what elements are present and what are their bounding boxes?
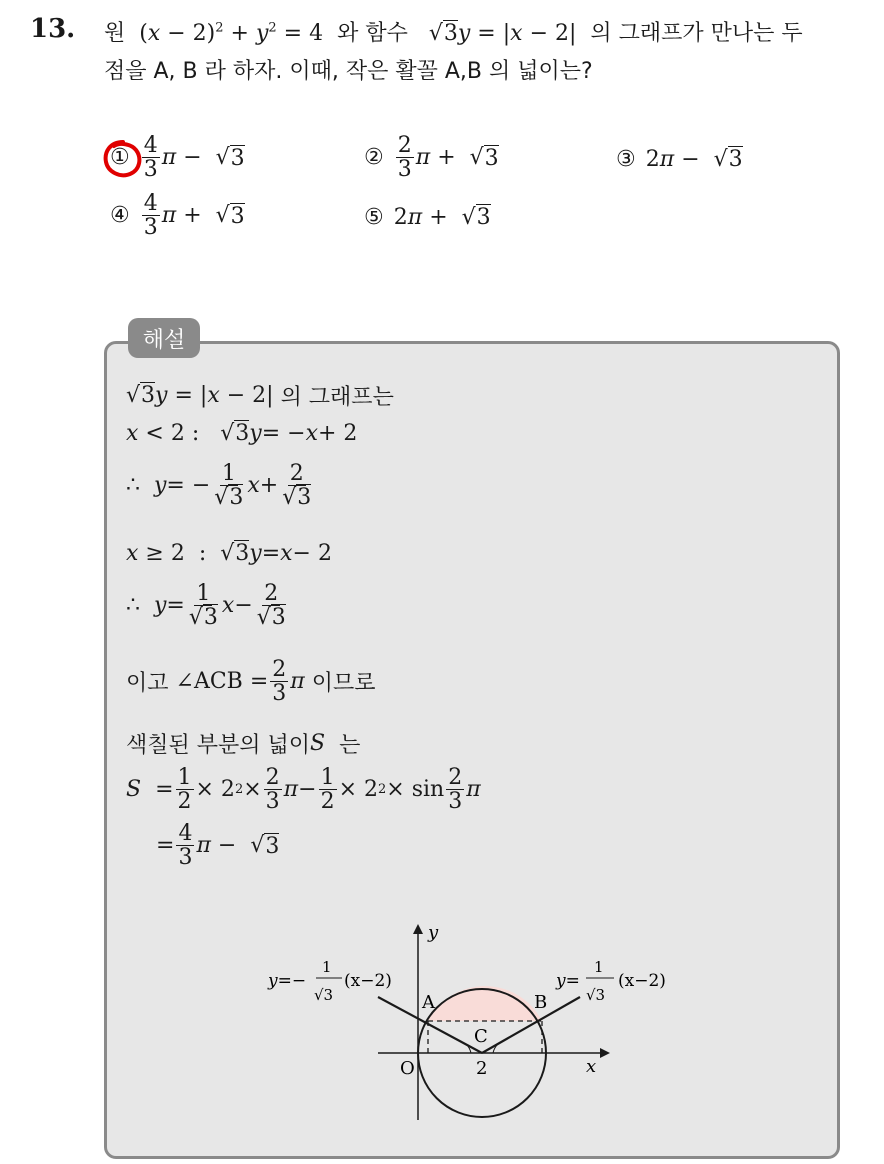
question-text-a: 원 (104, 21, 126, 46)
origin-label: O (400, 1058, 415, 1079)
choice-1[interactable]: ① $\frac{4}{3}$ π − √ 3 (110, 133, 245, 183)
solution-line-7: 색칠된 부분의 넓이 S 는 (126, 731, 361, 758)
tick-2-label: 2 (476, 1058, 488, 1079)
point-a-label: A (422, 992, 435, 1013)
svg-text:√3: √3 (314, 986, 334, 1004)
choice-number: ⑤ (364, 204, 384, 230)
choice-number: ④ (110, 203, 130, 229)
x-axis-label: x (586, 1056, 597, 1077)
question-text-c: 의 그래프가 만나는 두 (590, 21, 803, 46)
solution-line-8: S = $\frac{1}{2}$ × 2 2 × $\frac{2}{3}$ π − $\frac{1}{2}$ × 2 2 × sin $\frac{2}{3}$ π (126, 765, 481, 815)
solution-tag: 해설 (128, 318, 200, 358)
solution-line-6: 이고 ∠ACB = $\frac{2}{3}$ π 이므로 (126, 657, 376, 707)
choice-number: ③ (616, 146, 636, 172)
choice-5[interactable]: ⑤ 2 π + √ 3 (364, 204, 491, 230)
choice-4[interactable]: ④ $\frac{4}{3}$ π + √ 3 (110, 191, 245, 241)
question-line-2: 점을 A, B 라 하자. 이때, 작은 활꼴 A,B 의 넓이는? (104, 59, 593, 84)
function-equation: √3y = |x − 2| (414, 21, 584, 46)
solution-line-2: x < 2 : √ 3 y = − x + 2 (126, 420, 358, 446)
solution-line-5: ∴ y = $\frac{1}{√3}$ x − $\frac{2}{√3}$ (126, 581, 286, 631)
svg-text:1: 1 (322, 958, 332, 976)
point-c-label: C (474, 1026, 488, 1047)
choice-2[interactable]: ② $\frac{2}{3}$ π + √ 3 (364, 133, 499, 183)
shaded-segment (428, 986, 542, 1021)
solution-line-3: ∴ y = − $\frac{1}{√3}$ x + $\frac{2}{√3}$ (126, 461, 312, 511)
y-axis-label: y (428, 922, 439, 943)
svg-text:1: 1 (594, 958, 604, 976)
solution-line-9: = $\frac{4}{3}$ π − √ 3 (156, 821, 280, 871)
right-line-label-prefix: y= (556, 971, 580, 991)
solution-graph-text: 의 그래프는 (280, 385, 394, 410)
question-number: 13. (30, 14, 76, 44)
question-line-1 (104, 16, 803, 47)
question-text-b: 와 함수 (337, 21, 408, 46)
solution-line-1: √3y = |x − 2| 의 그래프는 (126, 380, 394, 411)
choice-3[interactable]: ③ 2 π − √ 3 (616, 146, 743, 172)
circle-equation: $(x - 2)^2 + y^2 = 4$ (132, 20, 331, 46)
left-line-label-suffix: (x−2) (344, 971, 392, 991)
choice-number: ① (110, 145, 130, 171)
svg-text:√3: √3 (586, 986, 606, 1004)
solution-line-4: x ≥ 2 : √ 3 y = x − 2 (126, 540, 332, 566)
point-b-label: B (534, 992, 548, 1013)
right-line-label-suffix: (x−2) (618, 971, 666, 991)
choice-number: ② (364, 145, 384, 171)
left-line-label-prefix: y=− (268, 971, 307, 991)
solution-figure (260, 920, 700, 1130)
